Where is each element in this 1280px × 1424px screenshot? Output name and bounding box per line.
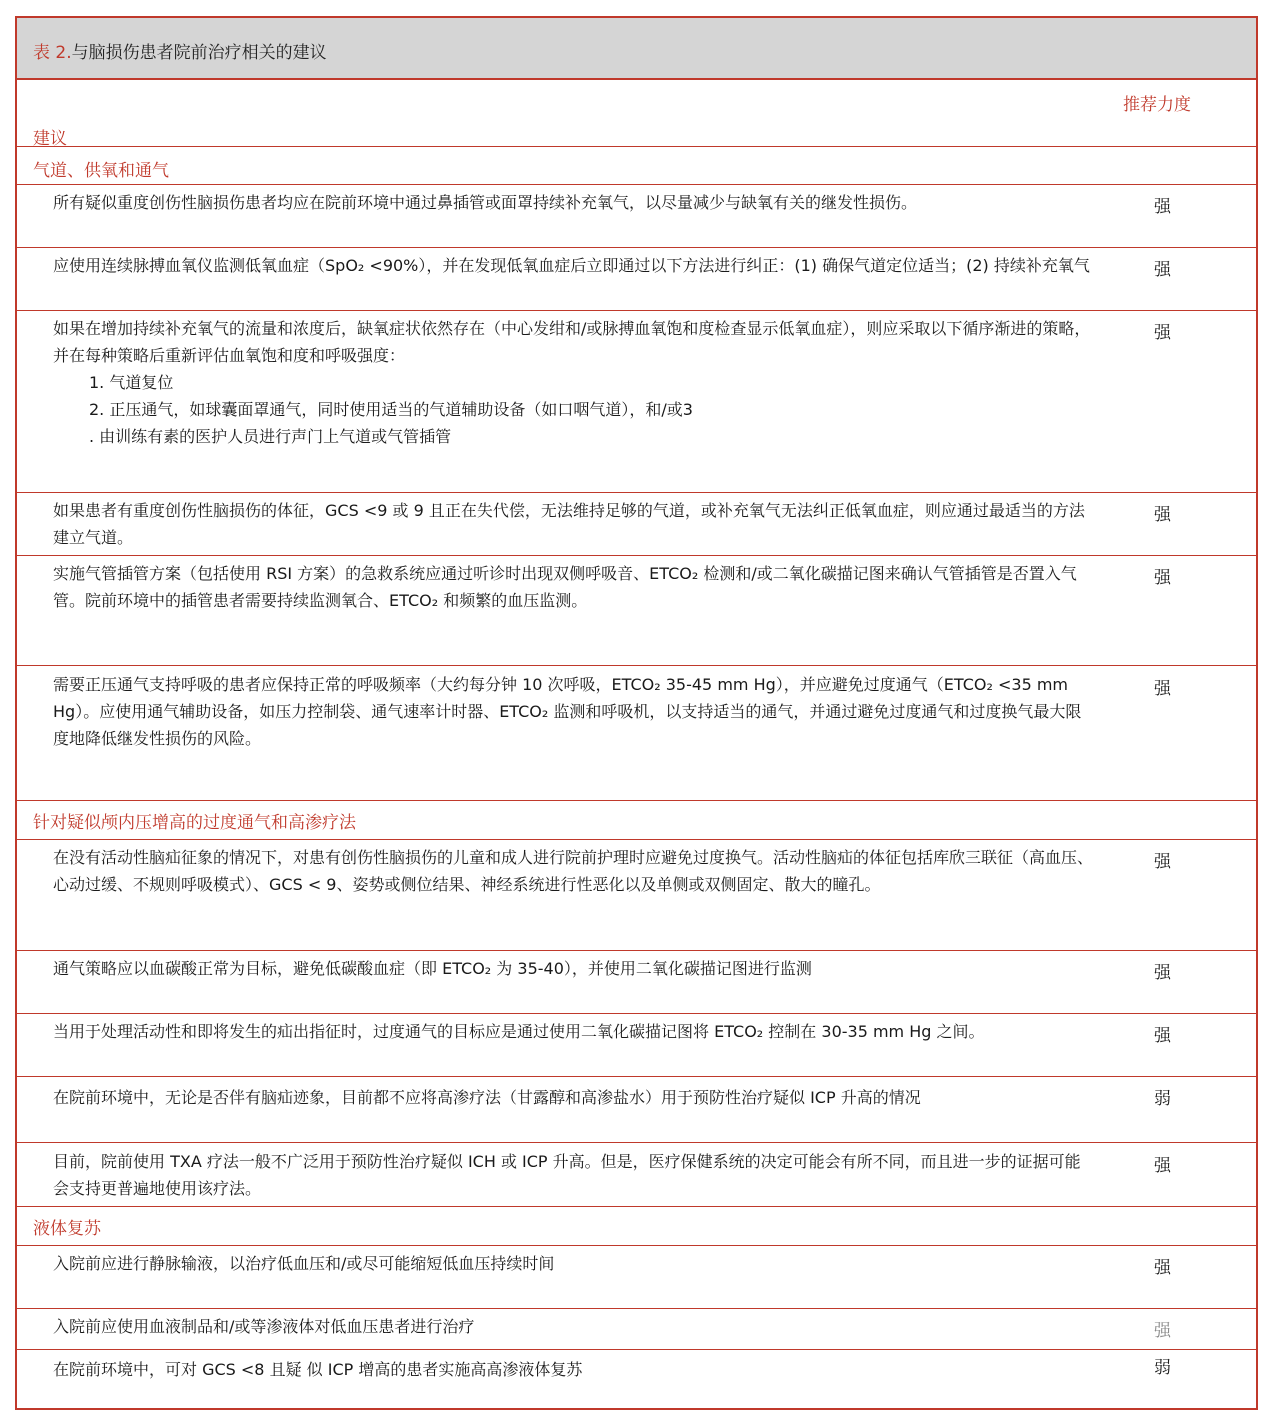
table-row: 在院前环境中，可对 GCS <8 且疑 似 ICP 增高的患者实施高高渗液体复苏 (53, 1360, 583, 1379)
table-row: 通气策略应以血碳酸正常为目标，避免低碳酸血症（即 ETCO₂ 为 35-40），并使用二氧化碳描记图进行监测 (53, 959, 812, 978)
divider (17, 184, 1256, 185)
table-title-text: 与脑损伤患者院前治疗相关的建议 (71, 43, 327, 63)
table-row: 实施气管插管方案（包括使用 RSI 方案）的急救系统应通过听诊时出现双侧呼吸音、ETCO₂ 检测和/或二氧化碳描记图来确认气管插管是否置入气管。院前环境中的插管患者需要持续监测氧合、ETCO₂ 和频繁的血压监测。 (53, 564, 1077, 610)
table-row: 当用于处理活动性和即将发生的疝出指征时，过度通气的目标应是通过使用二氧化碳描记图将 ETCO₂ 控制在 30-35 mm Hg 之间。 (53, 1022, 985, 1041)
table-row: 应使用连续脉搏血氧仪监测低氧血症（SpO₂ <90%），并在发现低氧血症后立即通过以下方法进行纠正：(1) 确保气道定位适当；(2) 持续补充氧气 (53, 256, 1090, 275)
list-item: . 由训练有素的医护人员进行声门上气道或气管插管 (89, 427, 452, 446)
divider (17, 800, 1256, 801)
table-title-bar (17, 18, 1256, 80)
table-row: 需要正压通气支持呼吸的患者应保持正常的呼吸频率（大约每分钟 10 次呼吸，ETCO₂ 35-45 mm Hg），并应避免过度通气（ETCO₂ <35 mm Hg）。应使用通气辅助设备，如压力控制袋、通气速率计时器、ETCO₂ 监测和呼吸机，以支持适当的通气，并通过避免过度通气和过度换气最大限度地降低继发性损伤的风险。 (53, 675, 1082, 748)
divider (17, 492, 1256, 493)
column-header-strength: 推荐力度 (1123, 95, 1191, 115)
list-item: 2. 正压通气，如球囊面罩通气，同时使用适当的气道辅助设备（如口咽气道），和/或3 (89, 400, 693, 419)
table-row: 目前，院前使用 TXA 疗法一般不广泛用于预防性治疗疑似 ICH 或 ICP 升高。但是，医疗保健系统的决定可能会有所不同，而且进一步的证据可能会支持更普遍地使用该疗法。 (53, 1152, 1081, 1198)
strength-value: 强 (1154, 1258, 1171, 1278)
divider (17, 1013, 1256, 1014)
divider (17, 665, 1256, 666)
divider (17, 146, 1256, 147)
divider (17, 1245, 1256, 1246)
divider (17, 1308, 1256, 1309)
strength-value: 强 (1154, 323, 1171, 343)
table-row: 所有疑似重度创伤性脑损伤患者均应在院前环境中通过鼻插管或面罩持续补充氧气，以尽量减少与缺氧有关的继发性损伤。 (53, 193, 918, 212)
strength-value: 强 (1154, 852, 1171, 872)
table-row: 在没有活动性脑疝征象的情况下，对患有创伤性脑损伤的儿童和成人进行院前护理时应避免过度换气。活动性脑疝的体征包括库欣三联征（高血压、心动过缓、不规则呼吸模式）、GCS < 9、姿势或侧位结果、神经系统进行性恶化以及单侧或双侧固定、散大的瞳孔。 (53, 848, 1094, 894)
section-title-airway: 气道、供氧和通气 (33, 161, 169, 181)
table-row (53, 315, 1093, 450)
divider (17, 1349, 1256, 1350)
strength-value: 强 (1154, 1321, 1171, 1341)
divider (17, 1076, 1256, 1077)
section-title-hyperventilation: 针对疑似颅内压增高的过度通气和高渗疗法 (33, 813, 356, 833)
divider (17, 950, 1256, 951)
table-row: 入院前应使用血液制品和/或等渗液体对低血压患者进行治疗 (53, 1317, 475, 1336)
table-number: 表 2. (33, 43, 72, 63)
strength-value: 强 (1154, 679, 1171, 699)
section-title-fluid: 液体复苏 (33, 1219, 101, 1239)
row-text: 如果在增加持续补充氧气的流量和浓度后，缺氧症状依然存在（中心发绀和/或脉搏血氧饱和度检查显示低氧血症），则应采取以下循序渐进的策略，并在每种策略后重新评估血氧饱和度和呼吸强度： (53, 319, 1091, 365)
divider (17, 247, 1256, 248)
table-row: 在院前环境中，无论是否伴有脑疝迹象，目前都不应将高渗疗法（甘露醇和高渗盐水）用于预防性治疗疑似 ICP 升高的情况 (53, 1088, 921, 1107)
strength-value: 强 (1154, 963, 1171, 983)
divider (17, 555, 1256, 556)
list-item: 1. 气道复位 (89, 373, 174, 392)
divider (17, 1142, 1256, 1143)
strength-value: 强 (1154, 1156, 1171, 1176)
column-header-recommendation: 建议 (33, 129, 67, 149)
table-title (33, 38, 327, 63)
recommendation-table (15, 16, 1258, 1410)
strength-value: 强 (1154, 505, 1171, 525)
divider (17, 1206, 1256, 1207)
table-row: 入院前应进行静脉输液，以治疗低血压和/或尽可能缩短低血压持续时间 (53, 1254, 555, 1273)
strength-value: 弱 (1154, 1089, 1171, 1109)
strength-value: 强 (1154, 568, 1171, 588)
table-row: 如果患者有重度创伤性脑损伤的体征，GCS <9 或 9 且正在失代偿，无法维持足够的气道，或补充氧气无法纠正低氧血症，则应通过最适当的方法建立气道。 (53, 501, 1085, 547)
divider (17, 310, 1256, 311)
strength-value: 强 (1154, 1026, 1171, 1046)
strength-value: 强 (1154, 260, 1171, 280)
strength-value: 强 (1154, 197, 1171, 217)
strength-value: 弱 (1154, 1358, 1171, 1378)
divider (17, 839, 1256, 840)
